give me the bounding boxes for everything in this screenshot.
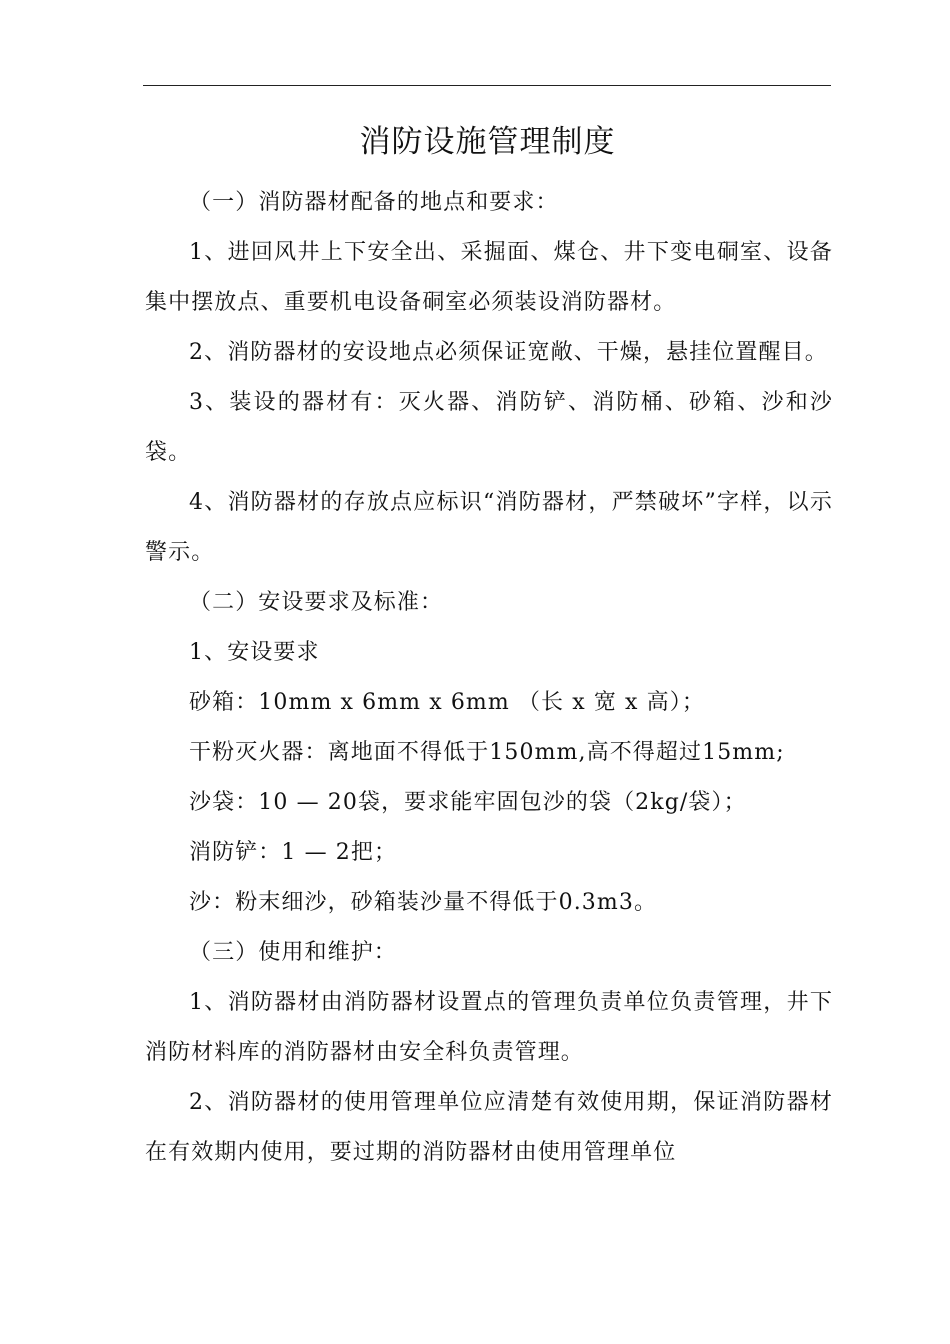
paragraph-2-1: 1、安设要求 [189,640,320,665]
spec-sandbag: 沙袋：10 — 20袋，要求能牢固包沙的袋（2kg/袋）； [189,790,747,815]
paragraph-1-3: 3、装设的器材有：灭火器、消防铲、消防桶、砂箱、沙和沙袋。 [145,390,833,465]
spec-sand: 沙：粉末细沙，砂箱装沙量不得低于0.3m3。 [189,890,658,915]
section-heading-3: （三）使用和维护： [189,940,397,965]
document-title: 消防设施管理制度 [359,124,616,160]
header-rule [143,85,831,86]
section-heading-2: （二）安设要求及标准： [189,590,444,615]
spec-shovel: 消防铲：1 — 2把； [189,840,398,865]
paragraph-1-2: 2、消防器材的安设地点必须保证宽敞、干燥，悬挂位置醒目。 [189,340,828,365]
spec-sand-box: 砂箱：10mm x 6mm x 6mm （长 x 宽 x 高）； [189,690,705,715]
paragraph-3-1: 1、消防器材由消防器材设置点的管理负责单位负责管理，井下消防材料库的消防器材由安全科负责管理。 [145,990,833,1065]
paragraph-1-1: 1、进回风井上下安全出、采掘面、煤仓、井下变电硐室、设备集中摆放点、重要机电设备硐室必须装设消防器材。 [145,240,833,315]
document-body [145,178,833,1178]
section-heading-1: （一）消防器材配备的地点和要求： [189,190,559,215]
spec-extinguisher: 干粉灭火器：离地面不得低于150mm,高不得超过15mm; [189,740,785,765]
paragraph-3-2: 2、消防器材的使用管理单位应清楚有效使用期，保证消防器材在有效期内使用，要过期的消防器材由使用管理单位 [145,1090,833,1165]
paragraph-1-4: 4、消防器材的存放点应标识“消防器材，严禁破坏”字样，以示警示。 [145,490,833,565]
